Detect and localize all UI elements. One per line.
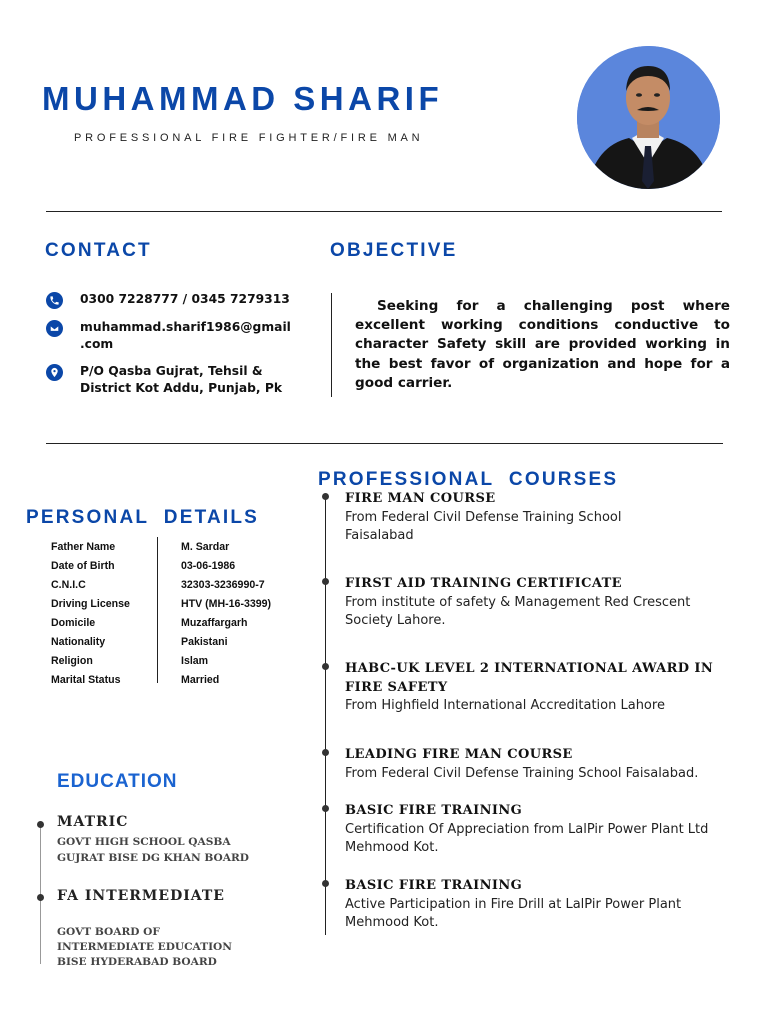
personal-details-table (51, 537, 271, 689)
education-detail: GOVT HIGH SCHOOL QASBA (57, 836, 231, 848)
pd-row (51, 594, 271, 613)
course-title: BASIC FIRE TRAINING (345, 878, 523, 893)
course-title: LEADING FIRE MAN COURSE (345, 747, 573, 762)
location-pin-icon (46, 364, 63, 381)
contact-phone (46, 291, 316, 309)
pd-label: Date of Birth (51, 559, 115, 572)
pd-label: C.N.I.C (51, 578, 86, 591)
course-title: FIRST AID TRAINING CERTIFICATE (345, 576, 622, 591)
personal-details-heading: PERSONAL DETAILS (26, 507, 260, 528)
contact-objective-separator (331, 293, 332, 397)
course-title: HABC-UK LEVEL 2 INTERNATIONAL AWARD IN FIRE SAFETY (345, 661, 714, 695)
pd-label: Religion (51, 654, 93, 667)
phone-icon (46, 292, 63, 309)
courses-heading: PROFESSIONAL COURSES (318, 469, 619, 490)
course-desc: From institute of safety & Management Red Crescent Society Lahore. (345, 594, 691, 628)
course-desc: From Highfield International Accreditation Lahore (345, 698, 665, 713)
course-title: BASIC FIRE TRAINING (345, 803, 523, 818)
divider-middle (46, 443, 723, 444)
education-title-fa: FA INTERMEDIATE (57, 888, 225, 904)
education-detail: INTERMEDIATE EDUCATION (57, 941, 232, 953)
education-detail: GOVT BOARD OF (57, 926, 160, 938)
email-icon (46, 320, 63, 337)
education-timeline-dot (37, 821, 44, 828)
course-item (345, 575, 750, 631)
contact-heading: CONTACT (45, 240, 152, 261)
pd-value: Pakistani (181, 635, 228, 648)
education-detail: GUJRAT BISE DG KHAN BOARD (57, 852, 249, 864)
email-text-line1: muhammad.sharif1986@gmail (80, 320, 291, 334)
course-item (345, 746, 750, 783)
pd-label: Domicile (51, 616, 96, 629)
pd-row (51, 575, 271, 594)
pd-label: Driving License (51, 597, 130, 610)
course-item (345, 490, 750, 546)
course-timeline-dot (322, 578, 329, 585)
resume-job-title: PROFESSIONAL FIRE FIGHTER/FIRE MAN (74, 132, 424, 144)
pd-value: 32303-3236990-7 (181, 578, 265, 591)
course-item (345, 660, 750, 716)
course-item (345, 877, 750, 933)
course-timeline-dot (322, 805, 329, 812)
pd-row (51, 613, 271, 632)
course-desc: From Federal Civil Defense Training School Faisalabad (345, 509, 622, 543)
courses-timeline-line (325, 497, 326, 935)
pd-label: Marital Status (51, 673, 121, 686)
divider-top (46, 211, 722, 212)
pd-row (51, 670, 271, 689)
pd-value: 03-06-1986 (181, 559, 236, 572)
resume-name: MUHAMMAD SHARIF (42, 80, 444, 117)
pd-value: Islam (181, 654, 209, 667)
address-line2: District Kot Addu, Punjab, Pk (80, 381, 283, 395)
profile-photo (577, 46, 720, 189)
phone-text: 0300 7228777 / 0345 7279313 (80, 292, 290, 306)
course-timeline-dot (322, 663, 329, 670)
course-desc: Certification Of Appreciation from LalPir Power Plant Ltd Mehmood Kot. (345, 821, 709, 855)
education-timeline-dot (37, 894, 44, 901)
pd-value: HTV (MH-16-3399) (181, 597, 272, 610)
address-line1: P/O Qasba Gujrat, Tehsil & (80, 364, 263, 378)
pd-row (51, 537, 271, 556)
personal-details-separator (157, 537, 158, 683)
pd-row (51, 651, 271, 670)
course-desc: Active Participation in Fire Drill at LalPir Power Plant Mehmood Kot. (345, 896, 682, 930)
pd-row (51, 556, 271, 575)
course-item (345, 802, 750, 858)
email-text-line2: .com (80, 337, 114, 351)
pd-value: Muzaffargarh (181, 616, 248, 629)
course-timeline-dot (322, 880, 329, 887)
course-timeline-dot (322, 749, 329, 756)
pd-row (51, 632, 271, 651)
course-timeline-dot (322, 493, 329, 500)
pd-label: Nationality (51, 635, 106, 648)
contact-address (46, 363, 316, 397)
objective-heading: OBJECTIVE (330, 240, 458, 261)
education-title-matric: MATRIC (57, 814, 129, 830)
education-heading: EDUCATION (57, 771, 178, 792)
course-desc: From Federal Civil Defense Training School Faisalabad. (345, 765, 699, 781)
pd-value: Married (181, 673, 220, 686)
education-detail: BISE HYDERABAD BOARD (57, 956, 217, 968)
objective-text: Seeking for a challenging post where excellent working conditions conductive to character Safety skill are provided working in the best favor of organization and hope for a good carrier. (355, 298, 730, 391)
contact-email (46, 319, 316, 353)
course-title: FIRE MAN COURSE (345, 491, 496, 506)
pd-label: Father Name (51, 540, 116, 553)
pd-value: M. Sardar (181, 540, 230, 553)
